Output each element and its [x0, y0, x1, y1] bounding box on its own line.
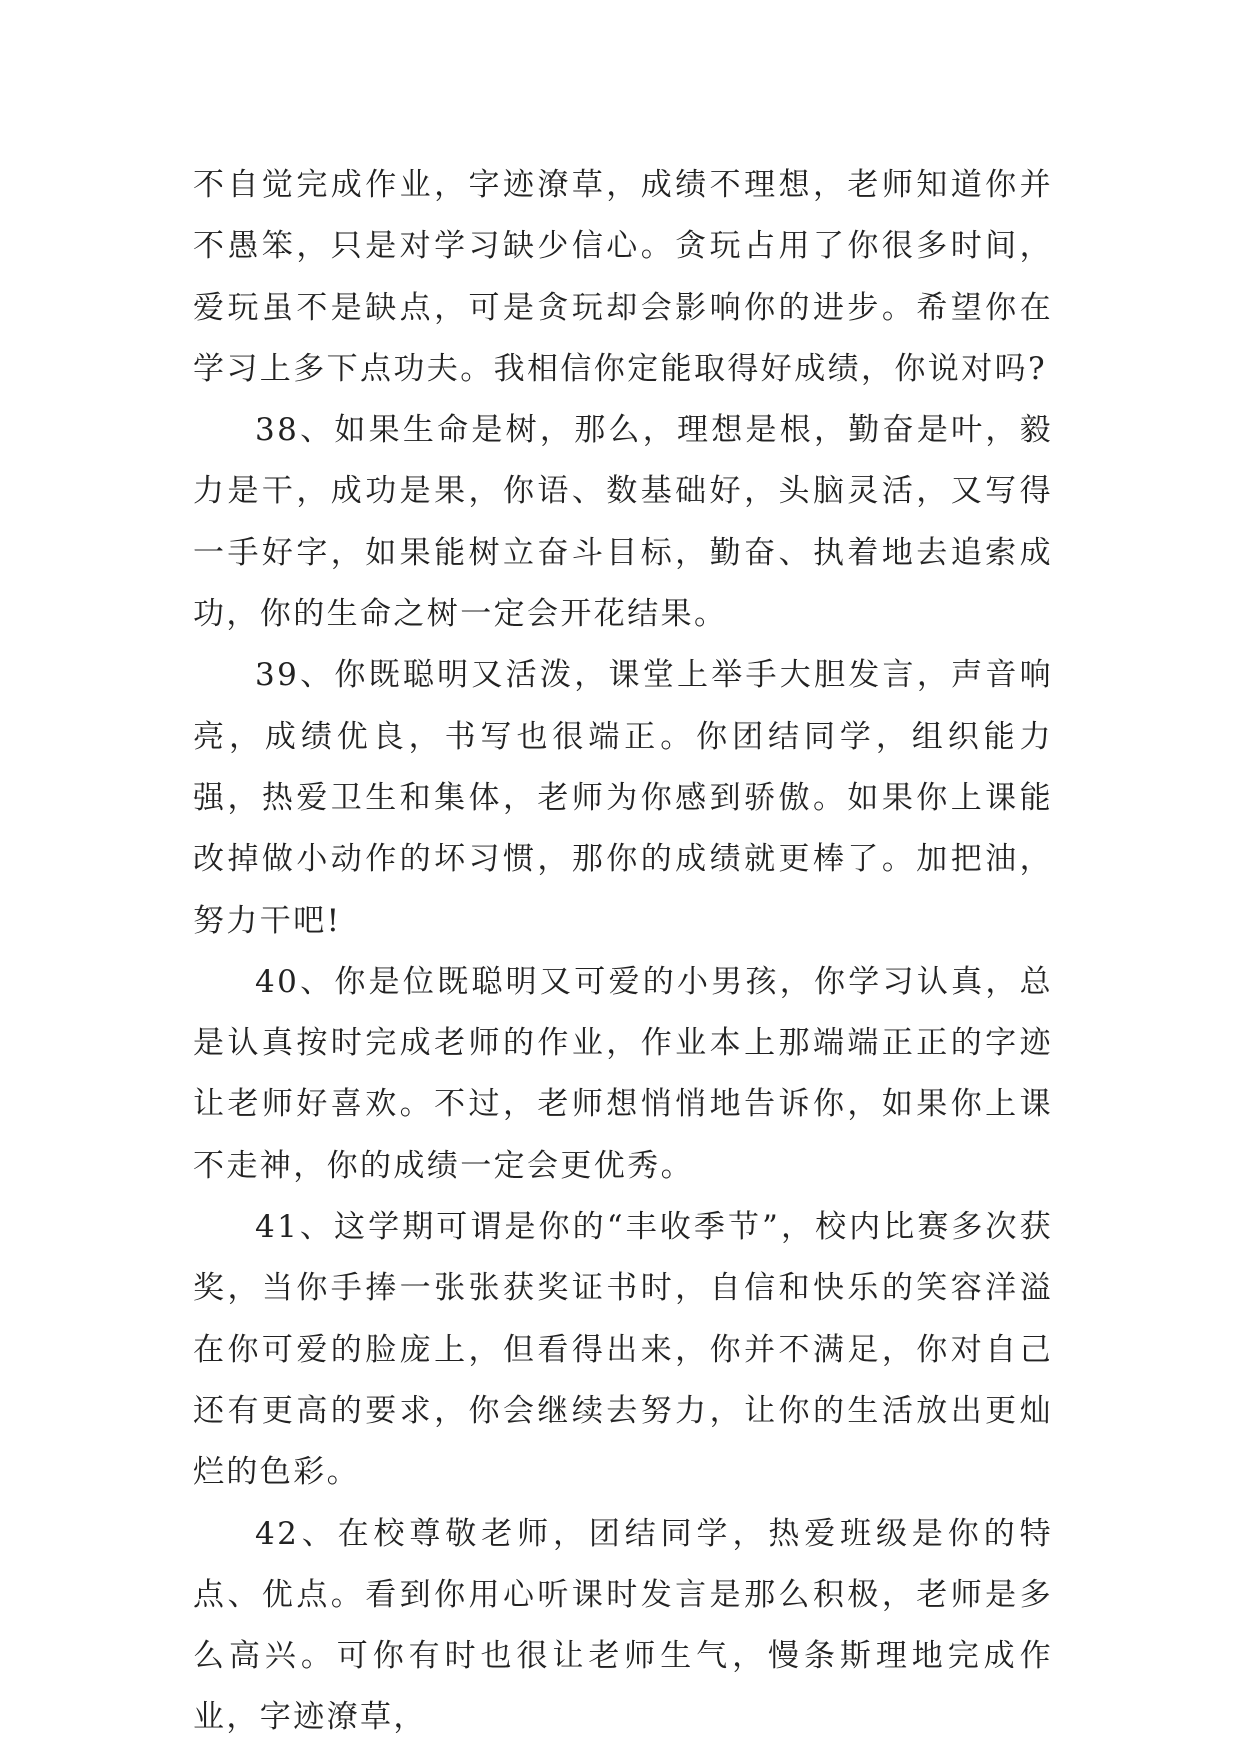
- paragraph-item-38: 38、如果生命是树，那么，理想是根，勤奋是叶，毅力是干，成功是果，你语、数基础好，头脑灵活，又写得一手好字，如果能树立奋斗目标，勤奋、执着地去追索成功，你的生命之树一定会开花结果。: [193, 412, 1053, 633]
- paragraph-item-42: 42、在校尊敬老师，团结同学，热爱班级是你的特点、优点。看到你用心听课时发言是那么积极，老师是多么高兴。可你有时也很让老师生气，慢条斯理地完成作业，字迹潦草，: [193, 1515, 1053, 1736]
- paragraph-item-39: 39、你既聪明又活泼，课堂上举手大胆发言，声音响亮，成绩优良，书写也很端正。你团结同学，组织能力强，热爱卫生和集体，老师为你感到骄傲。如果你上课能改掉做小动作的坏习惯，那你的成绩就更棒了。加把油，努力干吧!: [193, 657, 1053, 939]
- paragraph-item-41: 41、这学期可谓是你的“丰收季节”，校内比赛多次获奖，当你手捧一张张获奖证书时，自信和快乐的笑容洋溢在你可爱的脸庞上，但看得出来，你并不满足，你对自己还有更高的要求，你会继续去努力，让你的生活放出更灿烂的色彩。: [193, 1209, 1053, 1491]
- document-body: [193, 155, 1053, 1749]
- paragraph-item-40: 40、你是位既聪明又可爱的小男孩，你学习认真，总是认真按时完成老师的作业，作业本上那端端正正的字迹让老师好喜欢。不过，老师想悄悄地告诉你，如果你上课不走神，你的成绩一定会更优秀。: [193, 963, 1053, 1184]
- paragraph-continuation: 不自觉完成作业，字迹潦草，成绩不理想，老师知道你并不愚笨，只是对学习缺少信心。贪玩占用了你很多时间，爱玩虽不是缺点，可是贪玩却会影响你的进步。希望你在学习上多下点功夫。我相信你定能取得好成绩，你说对吗?: [193, 167, 1053, 387]
